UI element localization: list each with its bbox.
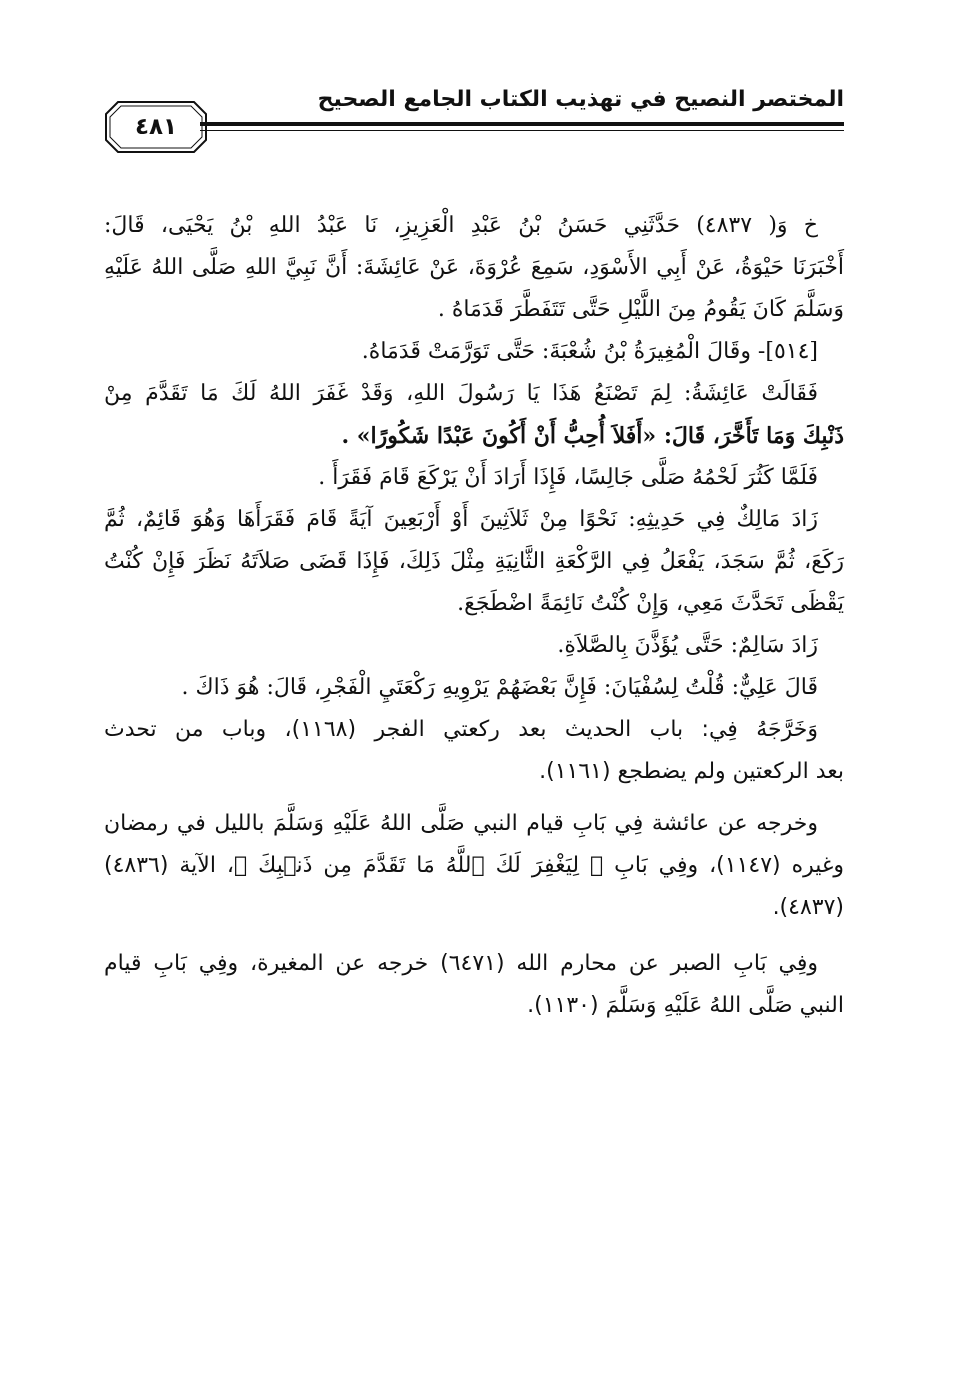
header-rule-thin bbox=[200, 130, 844, 131]
page-body bbox=[104, 205, 844, 1027]
lahmuhu-line: فَلَمَّا كَثُرَ لَحْمُهُ صَلَّى جَالِسًا، فَإِذَا أَرَادَ أَنْ يَرْكَعَ قَامَ فَقَرَأَ . bbox=[318, 465, 818, 490]
text-line: خ وَ( ٤٨٣٧) حَدَّثَنِي حَسَنُ بْنُ عَبْدِ الْعَزِيزِ، نَا عَبْدُ اللهِ بْنُ يَحْيَى، قَالَ: bbox=[104, 213, 818, 238]
text-line: ذَنْبِكَ وَمَا تَأَخَّرَ، قَالَ: «أَفَلاَ أُحِبُّ أَنْ أَكُونَ عَبْدًا شَكُورًا» . bbox=[341, 423, 844, 449]
text-line: وغيره (١١٤٧)، وفِي بَابِ ﴿ لِيَغْفِرَ لَكَ ٱللَّهُ مَا تَقَدَّمَ مِن ذَنۢبِكَ ﴾، الآية (٤٨٣٦) bbox=[104, 853, 844, 878]
page-number: ٤٨١ bbox=[134, 114, 178, 140]
text-line: وَسَلَّمَ كَانَ يَقُومُ مِنَ اللَّيْلِ حَتَّى تَتَفَطَّرَ قَدَمَاهُ . bbox=[437, 297, 844, 322]
ali-line: قَالَ عَلِيٌّ: قُلْتُ لِسُفْيَانَ: فَإِنَّ بَعْضَهُمْ يَرْوِيهِ رَكْعَتَيِ الْفَجْرِ، قَالَ: هُوَ ذَاكَ . bbox=[181, 675, 818, 700]
paragraph-gap bbox=[104, 793, 844, 803]
text-line: وخرجه عن عائشة فِي بَابِ قيام النبي صَلَّى اللهُ عَلَيْهِ وَسَلَّمَ بالليل في رمضان bbox=[104, 811, 818, 836]
sabr-paragraph bbox=[104, 943, 844, 1027]
mughira-line: [٥١٤]- وقَالَ الْمُغِيرَةُ بْنُ شُعْبَةَ: حَتَّى تَوَرَّمَتْ قَدَمَاهُ. bbox=[361, 339, 818, 364]
header-rule-thick bbox=[200, 122, 844, 126]
malik-paragraph bbox=[104, 499, 844, 625]
text-line: زَادَ مَالِكٌ فِي حَدِيثِهِ: نَحْوًا مِنْ ثَلاَثِينَ أَوْ أَرْبَعِينَ آيَةً قَامَ فَقَرَأَهَا وَهُوَ قَائِمٌ، ثُمَّ bbox=[104, 507, 818, 532]
text-line: يَقْظَى تَحَدَّثَ مَعِي، وَإِنْ كُنْتُ نَائِمَةً اضْطَجَعَ. bbox=[457, 591, 844, 616]
text-line: وَخَرَّجَهُ فِي: باب الحديث بعد ركعتي الفجر (١١٦٨)، وباب من تحدث bbox=[104, 717, 818, 742]
ramadan-paragraph bbox=[104, 803, 844, 929]
page-number-frame bbox=[104, 100, 208, 154]
text-line: بعد الركعتين ولم يضطجع (١١٦١). bbox=[539, 759, 844, 784]
text-line: أَخْبَرَنَا حَيْوَةُ، عَنْ أَبِي الأَسْوَدِ، سَمِعَ عُرْوَةَ، عَنْ عَائِشَةَ: أَنَّ نَبِيَّ اللهِ صَلَّى اللهُ عَلَيْهِ bbox=[104, 255, 844, 280]
takhrij-paragraph bbox=[104, 709, 844, 793]
salim-line: زَادَ سَالِمٌ: حَتَّى يُؤَذَّنَ بِالصَّلاَةِ. bbox=[557, 633, 818, 658]
text-line: (٤٨٣٧). bbox=[772, 895, 844, 920]
hadith-paragraph bbox=[104, 205, 844, 331]
text-line: فَقَالَتْ عَائِشَةُ: لِمَ تَصْنَعُ هَذَا يَا رَسُولَ اللهِ، وَقَدْ غَفَرَ اللهُ لَكَ مَا تَقَدَّمَ مِنْ bbox=[104, 381, 818, 406]
text-line: رَكَعَ، ثُمَّ سَجَدَ، يَفْعَلُ فِي الرَّكْعَةِ الثَّانِيَةِ مِثْلَ ذَلِكَ، فَإِذَا قَضَى صَلاَتَهُ نَظَرَ فَإِنْ كُنْتُ bbox=[104, 549, 844, 574]
book-title: المختصر النصيح في تهذيب الكتاب الجامع الصحيح bbox=[317, 87, 844, 112]
text-line: وفِي بَابِ الصبر عن محارم الله (٦٤٧١) خرجه عن المغيرة، وفِي بَابِ قيام bbox=[104, 951, 818, 976]
paragraph-gap bbox=[104, 929, 844, 943]
aisha-paragraph bbox=[104, 373, 844, 457]
text-line: النبي صَلَّى اللهُ عَلَيْهِ وَسَلَّمَ (١١٣٠). bbox=[527, 993, 844, 1018]
page-header bbox=[104, 82, 844, 162]
